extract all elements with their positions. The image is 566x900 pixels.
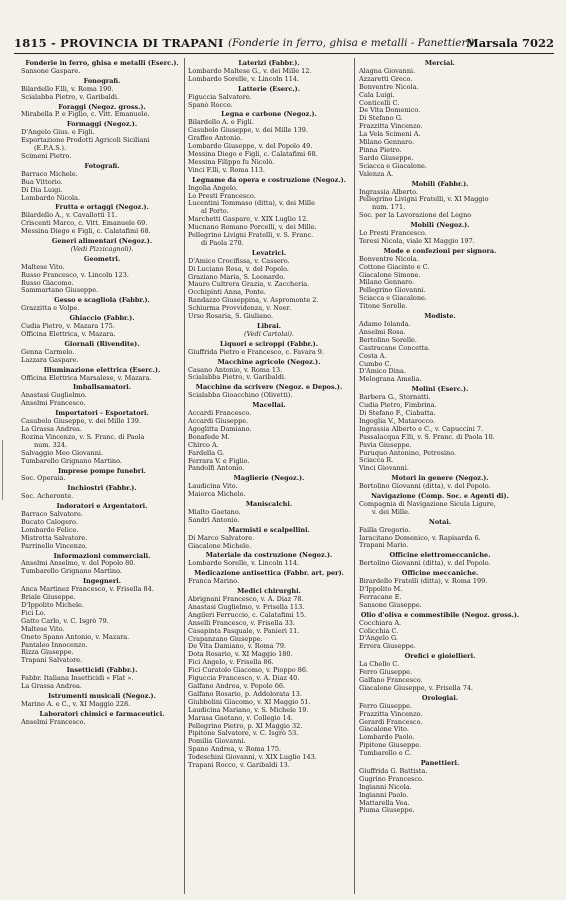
listing-entry: Cocchiara A. — [359, 618, 402, 627]
category-heading: Indoratori e Argentatori. — [56, 502, 148, 511]
listing-entry: Sansone Gaspare. — [21, 66, 81, 75]
listing-entry: Melograna Amelia. — [359, 375, 422, 384]
listing-entry: Lucentini Tommaso (ditta), v. dei Mille — [188, 199, 315, 208]
category-heading: Librai. — [257, 322, 281, 330]
listing-entry: Fabbr. Italiana Insetticidi « Flat ». — [21, 674, 134, 683]
listing-entry: Spano Andrea, v. Roma 175. — [188, 745, 282, 754]
listing-entry: Di Stefano F., Ciabatta. — [359, 408, 436, 417]
listing-entry: Fici Curatolo Giacomo, v. Pioppo 86. — [188, 666, 309, 675]
listing-entry: num. 171. — [372, 203, 406, 212]
category-heading: Illuminazione elettrica (Eserc.). — [43, 365, 161, 374]
category-heading: Panettieri. — [420, 759, 460, 768]
category-heading: Fotografi. — [84, 161, 120, 170]
listing-entry: Bertolino Sorelle. — [359, 335, 417, 344]
column-left — [20, 58, 184, 894]
listing-entry: Passalacqua F.lli, v. S. Franc. di Paola 10. — [359, 432, 495, 441]
listing-entry: Scialabba Pietro, v. Garibaldi. — [21, 92, 120, 101]
city-code: Marsala 7022 — [466, 36, 554, 50]
listing-entry: Mauro Cultrera Grazia, v. Zaccheria. — [188, 280, 310, 289]
listing-entry: Ingoglia V., Matarocco. — [359, 416, 436, 425]
listing-entry: Officina Elettrica Marsalese, v. Mazara. — [21, 373, 152, 382]
listing-entry: Pellegrino Livigni Fratelli, v. XI Maggio — [359, 195, 489, 204]
listing-entry: Anselmi Anselmo, v. del Popolo 80. — [21, 559, 136, 568]
listing-entry: Frazzitta Vincenzo. — [359, 122, 423, 131]
category-heading: Importatori - Esportatori. — [55, 409, 149, 418]
listing-entry: Piuma Giuseppe. — [359, 806, 415, 815]
header-rule — [14, 53, 554, 54]
page-number-province: 1815 - PROVINCIA DI TRAPANI — [14, 36, 224, 50]
category-heading: Legname da opera e costruzione (Negoz.). — [192, 175, 346, 184]
listing-entry: La Chello C. — [359, 660, 400, 669]
category-heading: Ghiaccio (Fabbr.). — [69, 314, 135, 323]
listing-entry: Maltese Vito. — [21, 262, 65, 271]
listing-entry: Rizza Giuseppe. — [21, 648, 74, 657]
listing-entry: Figuccia Salvatore. — [188, 92, 252, 101]
listing-entry: Trapani Salvatore. — [21, 656, 83, 665]
listing-entry: Giacalone Vito. — [359, 725, 409, 734]
category-heading: Latterie (Eserc.). — [237, 84, 301, 93]
category-heading: Orefici e gioiellieri. — [404, 652, 476, 661]
listing-entry: Barraco Salvatore. — [21, 510, 83, 519]
listing-entry: Lombardo Felice. — [21, 525, 79, 534]
listing-entry: Pellegrino Livigni Fratelli, v. S. Franc. — [188, 231, 314, 240]
listing-entry: Milano Gennaro. — [359, 138, 415, 147]
category-heading: Gesso e scagliola (Fabbr.). — [54, 296, 150, 305]
listing-entry: Adamo Iolanda. — [359, 320, 411, 328]
listing-entry: Teresi Nicola, viale XI Maggio 197. — [359, 236, 475, 245]
listing-entry: Vinci F.lli, v. Roma 113. — [188, 165, 265, 174]
category-heading: Molini (Eserc.). — [411, 385, 469, 394]
category-heading: Merciai. — [424, 59, 456, 67]
listing-entry: Russo Giacomo. — [21, 278, 74, 287]
listing-entry: Messina Diego e Figli, c. Calatafimi 68. — [188, 149, 318, 158]
listing-entry: Lombardo Sorelle, v. Lincoln 114. — [188, 74, 300, 83]
listing-entry: Di Dia Luigi. — [21, 185, 63, 194]
listing-entry: Dota Rosario, v. XI Maggio 180. — [188, 650, 293, 659]
listing-entry: Conticelli C. — [359, 98, 400, 107]
category-heading: Macellai. — [252, 401, 286, 410]
category-heading: Imballsamatori. — [72, 383, 132, 392]
listing-entry: Ingianni Nicola. — [359, 782, 412, 791]
category-heading: Fonografi. — [83, 76, 121, 85]
listing-entry: Sciacca e Giacalone. — [359, 294, 427, 303]
listing-entry: Pavia Giuseppe. — [359, 440, 412, 449]
listing-entry: Galfano Rosario, p. Addolorata 13. — [188, 689, 302, 698]
listing-entry: Esportazione Prodotti Agricoli Siciliani — [21, 136, 150, 145]
category-heading: Maglierie (Negoz.). — [233, 474, 305, 483]
column-divider — [184, 58, 185, 894]
category-heading: Medici chirurghi. — [237, 587, 301, 596]
cross-reference: (Vedi Pizzicagnoli). — [70, 244, 134, 253]
category-heading: Notai. — [428, 517, 452, 526]
listing-entry: Franca Marino. — [188, 577, 240, 586]
listing-entry: Trapani Rocco, v. Garibaldi 13. — [188, 761, 290, 770]
category-heading: Fonderie in ferro, ghisa e metalli (Eserc.). — [25, 59, 179, 67]
listing-entry: D'Angelo G. — [359, 634, 398, 643]
listing-entry: Chirco A. — [188, 440, 219, 449]
listing-entry: Giacalone Simone. — [359, 270, 421, 279]
listing-entry: Gatto Carlo, v. C. Isgrò 79. — [21, 616, 109, 625]
listing-entry: Titone Sorelle. — [359, 302, 408, 311]
listing-entry: Pipitone Salvatore, v. C. Isgrò 53. — [188, 729, 299, 738]
listing-entry: Ferrara V. e Figlio. — [188, 456, 250, 465]
listing-entry: Giacalone Giuseppe, v. Frisella 74. — [359, 683, 474, 692]
listing-entry: Compagnia di Navigazione Sicula Ligure, — [359, 499, 496, 508]
listing-entry: Fardella G. — [188, 448, 225, 457]
listing-entry: Anastasi Guglielmo, v. Frisella 113. — [188, 602, 305, 611]
category-heading: Frutta e ortaggi (Negoz.). — [55, 203, 149, 212]
listing-entry: Anca Martinez Francesco, v. Frisella 84. — [21, 585, 154, 594]
category-heading: Motori in genere (Negoz.). — [391, 474, 489, 483]
listing-entry: Crapanzano Giuseppe. — [188, 634, 263, 643]
page-header — [0, 0, 566, 54]
category-heading: Maniscalchi. — [245, 500, 293, 509]
listing-entry: Sciacca R. — [359, 456, 394, 465]
listing-entry: Urso Rosaria, S. Giuliano. — [188, 312, 274, 321]
category-heading: Formaggi (Negoz.). — [66, 120, 138, 129]
listing-entry: v. dei Mille. — [372, 507, 410, 516]
listing-entry: Anastasi Guglielmo. — [21, 391, 87, 400]
listing-entry: Castracane Concetta. — [359, 343, 431, 352]
listing-entry: Ferro Giuseppe. — [359, 701, 413, 710]
category-heading: Geometri. — [83, 254, 121, 263]
listing-entry: Pipitone Giuseppe. — [359, 741, 422, 750]
listing-entry: Lombardo Nicola. — [21, 193, 81, 202]
listing-entry: Anselmi Francesco. — [21, 399, 86, 408]
listing-entry: Pinna Pietro. — [359, 145, 402, 154]
listing-entry: Mistretta Salvatore. — [21, 533, 88, 542]
listing-entry: Grazzitta e Volpe. — [21, 304, 80, 313]
category-heading: Marmisti e scalpellini. — [228, 525, 310, 534]
listing-entry: D'Amico Crocifissa, v. Cassero. — [188, 256, 290, 265]
listing-entry: al Porto. — [201, 207, 229, 216]
listing-entry: Iaracitano Domenico, v. Rapisarda 6. — [359, 533, 481, 542]
category-heading: Macchine agricole (Negoz.). — [217, 357, 321, 366]
listing-entry: Casubolo Giuseppe, v. dei Mille 139. — [21, 417, 141, 426]
listing-entry: Genna Carmelo. — [21, 347, 75, 356]
category-heading: Levatrici. — [251, 248, 287, 257]
listing-entry: Cala Luigi. — [359, 90, 395, 99]
listing-entry: Mattarella Vea. — [359, 798, 410, 807]
category-heading: Modiste. — [424, 312, 456, 321]
listing-entry: Anselmi Rosa. — [359, 327, 406, 336]
listing-entry: Fici Lo. — [21, 608, 46, 617]
listing-entry: La Vela Scimeni A. — [359, 130, 421, 139]
listing-entry: Ingolia Angelo. — [188, 183, 238, 192]
listing-entry: Milano Gennaro. — [359, 278, 415, 287]
listing-entry: num. 324. — [34, 440, 68, 449]
listing-entry: Abrignani Francesco, v. A. Diaz 78. — [188, 595, 304, 603]
listing-entry: Cumbo C. — [359, 359, 392, 368]
listing-entry: Anselmi Francesco. — [21, 717, 86, 726]
listing-entry: Mucnano Romano Porcelli, v. dei Mille. — [188, 223, 317, 232]
listing-entry: Ingianni Paolo. — [359, 790, 409, 799]
listing-entry: Officina Elettrica, v. Mazara. — [21, 330, 116, 338]
listing-entry: Spanò Rocco. — [188, 100, 233, 109]
listing-entry: Marino A. e C., v. XI Maggio 228. — [21, 699, 131, 708]
listing-entry: Bertolino Giovanni (ditta), v. del Popolo. — [359, 559, 491, 568]
section-range: (Fonderie in ferro, ghisa e metalli - Panettieri) — [228, 37, 474, 49]
listing-entry: Frazzitta Vincenzo. — [359, 709, 423, 718]
listing-entry: Gerardi Francesco. — [359, 717, 423, 726]
category-heading: Generi alimentari (Negoz.). — [51, 237, 153, 246]
category-heading: Laboratori chimici e farmaceutici. — [39, 709, 165, 718]
category-heading: Imprese pompe funebri. — [58, 466, 146, 475]
listing-entry: Lazzara Gaspare. — [21, 355, 79, 364]
listing-entry: Lombardo Paolo. — [359, 733, 415, 742]
category-heading: Liquori e sciroppi (Fabbr.). — [220, 339, 318, 348]
listing-entry: De Vita Domenico. — [359, 106, 421, 115]
listing-entry: Colicchia C. — [359, 626, 399, 635]
listing-entry: Bonventre Nicola. — [359, 254, 419, 263]
listing-entry: Salvaggio Meo Giovanni. — [21, 448, 104, 457]
listing-entry: Ingrassia Alberto. — [359, 187, 418, 196]
listing-entry: Sciacca e Giacalone. — [359, 161, 427, 170]
listing-entry: Puruquo Antonino, Petrosino. — [359, 448, 457, 457]
listing-entry: D'Amico Dina. — [359, 367, 406, 376]
category-heading: Ingegneri. — [82, 577, 121, 586]
listing-entry: Tumbarello Grignano Martino. — [21, 567, 122, 576]
category-heading: Mobili (Fabbr.). — [411, 179, 469, 188]
listing-entry: D'Ippolito M. — [359, 585, 403, 593]
listing-entry: Bonventre Nicola. — [359, 82, 419, 91]
listing-entry: Vinci Giovanni. — [359, 464, 409, 473]
listing-entry: Tumbarello Grignano Martino. — [21, 456, 122, 465]
listing-entry: Laudicina Mariano, v. S. Michele 19. — [188, 705, 309, 714]
listing-entry: Rozina Vincenzo, v. S. Franc. di Paola — [21, 432, 145, 441]
listing-entry: Figuccia Francesco, v. A. Diaz 40. — [188, 674, 300, 683]
listing-entry: Graffeo Antonio. — [188, 134, 243, 143]
listing-entry: Graziano Maria, S. Leonardo. — [188, 272, 286, 281]
listing-entry: Galfano Francesco. — [359, 675, 423, 684]
listing-entry: Cudia Pietro, v. Mazara 175. — [21, 322, 115, 331]
category-heading: Istrumenti musicali (Negoz.). — [48, 691, 156, 700]
listing-entry: Ferro Giuseppe. — [359, 668, 413, 677]
listing-entry: Pantaleo Innocenzo. — [21, 640, 88, 649]
listing-entry: Lombardo Sorelle, v. Lincoln 114. — [188, 559, 300, 568]
listing-entry: di Paola 270. — [201, 238, 244, 247]
listing-entry: Accardi Giuseppe. — [188, 416, 249, 425]
listing-entry: Bilardello A., v. Cavallotti 11. — [21, 211, 118, 220]
category-heading: Officine elettromeccaniche. — [389, 551, 491, 560]
category-heading: Mode e confezioni per signora. — [383, 246, 497, 255]
category-heading: Informazioni commerciali. — [53, 551, 151, 560]
column-middle — [187, 58, 351, 894]
listing-entry: Occhipinti Anna, Ponte. — [188, 288, 266, 297]
listing-entry: Ferracane E. — [359, 592, 402, 601]
listing-entry: Sansone Giuseppe. — [359, 600, 422, 609]
listing-entry: Russo Francesco, v. Lincoln 123. — [21, 270, 129, 279]
category-heading: Orologiai. — [421, 693, 459, 702]
listing-entry: Lo Presti Francesco. — [188, 191, 256, 200]
listing-entry: Valenza A. — [359, 169, 394, 178]
listing-entry: Casubolo Giuseppe, v. dei Mille 139. — [188, 126, 308, 135]
listing-entry: Soc. Operaia. — [21, 474, 66, 483]
listing-entry: La Grassa Andrea. — [21, 424, 82, 433]
listing-entry: Di Luciano Rosa, v. del Popolo. — [188, 264, 289, 273]
listing-entry: Giuffrida G. Battista. — [359, 766, 428, 775]
listing-entry: Azzaretti Greco. — [359, 74, 413, 83]
listing-entry: Giuffrida Pietro e Francesco, c. Favara 9. — [188, 347, 324, 356]
listing-entry: Lombardo Giuseppe, v. del Popolo 49. — [188, 142, 313, 151]
listing-entry: Bertolino Giovanni (ditta), v. del Popolo. — [359, 482, 491, 491]
column-right — [358, 58, 522, 894]
listing-entry: Errera Giuseppe. — [359, 642, 416, 651]
listing-entry: Cudia Pietro, Fimbrina. — [359, 401, 437, 410]
listing-entry: Parrinello Vincenzo. — [21, 541, 88, 550]
listing-entry: Accardi Francesco. — [188, 409, 252, 418]
listing-entry: Galfano Andrea, v. Popolo 66. — [188, 681, 286, 690]
listing-entry: Criscenti Marco, c. Vitt. Emanuele 69. — [21, 219, 148, 228]
listing-entry: Barraco Michele. — [21, 169, 78, 178]
listing-entry: Pomilia Giovanni. — [188, 737, 246, 746]
listing-entry: Lombardo Maltese G., v. dei Mille 12. — [188, 66, 312, 75]
category-heading: Medicazione antisettica (Fabbr. art. per). — [194, 569, 344, 578]
listing-entry: Alagna Giovanni. — [359, 66, 416, 75]
listing-entry: Todeschini Giovanni, v. XIX Luglio 143. — [188, 753, 317, 762]
listing-entry: Failla Gregorio. — [359, 525, 411, 534]
listing-entry: Di Marco Salvatore. — [188, 533, 255, 542]
listing-entry: Costa A. — [359, 351, 387, 360]
listing-entry: Pandolfi Antonio. — [188, 464, 245, 473]
listing-entry: Soc. Acheronte. — [21, 492, 74, 501]
listing-entry: Sammartano Giuseppe. — [21, 286, 99, 295]
listing-entry: Barbera G., Stornatti. — [359, 393, 431, 402]
listing-entry: Scimeni Pietro. — [21, 151, 72, 160]
listing-entry: Laudicina Vito. — [188, 482, 238, 491]
listing-entry: D'Angelo Gius. e Figli. — [21, 128, 95, 137]
category-heading: Giornali (Rivendite). — [64, 339, 140, 348]
category-heading: Macchine da scrivere (Negoz. e Depos.). — [195, 383, 343, 392]
category-heading: Navigazione (Comp. Soc. e Agenti di). — [371, 492, 509, 501]
category-heading: Inchiostri (Fabbr.). — [67, 484, 137, 493]
listing-entry: Messina Diego e Figli, c. Calatafimi 68. — [21, 227, 151, 236]
listing-entry: Birardello Fratelli (ditta), v. Roma 199. — [359, 577, 488, 586]
listing-entry: Giacalone Michele. — [188, 541, 252, 550]
listing-entry: Angileri Ferruccio, c. Calatafimi 15. — [188, 610, 307, 619]
listing-entry: Giubbolini Giacomo, v. XI Maggio 51. — [188, 697, 311, 706]
listing-entry: Cottone Giacinto e C. — [359, 262, 430, 271]
category-heading: Materiale da costruzione (Negoz.). — [205, 551, 333, 560]
listing-entry: D'Ippolito Michele. — [21, 601, 84, 609]
listing-entry: Sardo Giuseppe. — [359, 153, 414, 162]
listing-entry: Tumbarello e C. — [359, 749, 412, 758]
listing-entry: Bonafede M. — [188, 432, 230, 441]
listing-entry: Marchetti Gaspare, v. XIX Luglio 12. — [188, 215, 309, 224]
listing-entry: Randazzo Giuseppina, v. Aspromonte 2. — [188, 296, 319, 305]
listing-entry: Fici Angelo, v. Frisella 86. — [188, 658, 274, 667]
listing-entry: Messina Filippo fu Nicolò. — [188, 157, 275, 166]
listing-entry: Bucato Calogero. — [21, 517, 78, 526]
listing-entry: Pellegrino Giovanni. — [359, 286, 426, 295]
listing-entry: Maiorca Michele. — [188, 490, 246, 499]
column-divider — [354, 58, 355, 894]
listing-entry: Trapani Mario. — [359, 541, 409, 550]
category-heading: Officine meccaniche. — [401, 569, 479, 578]
listing-entry: Maltese Vito. — [21, 624, 65, 633]
listing-entry: Ingrassia Alberto e C., v. Capuccini 7. — [359, 424, 484, 433]
listing-entry: Scialabba Pietro, v. Garibaldi. — [188, 373, 287, 382]
category-heading: Olio d'oliva e commestibile (Negoz. gross.). — [360, 610, 520, 619]
listing-entry: Casapinta Pasquale, v. Panieri 11. — [188, 626, 300, 635]
listing-entry: Schiurma Provvidenza, v. Neer. — [188, 304, 292, 313]
category-heading: Legna e carbone (Negoz.). — [221, 110, 317, 119]
listing-entry: Agoglitta Damiano. — [188, 424, 252, 433]
listing-entry: Bilardello A. e Figli. — [188, 118, 254, 127]
binding-edge — [2, 440, 8, 500]
category-heading: Laterizi (Fabbr.). — [238, 59, 300, 67]
listing-entry: Sandri Antonio. — [188, 515, 240, 524]
listing-entry: Oneto Spano Antonio, v. Mazara. — [21, 632, 130, 641]
listing-entry: Scialabba Gioacchino (Olivetti). — [188, 391, 293, 400]
listing-entry: De Vita Damiano, v. Roma 79. — [188, 642, 287, 651]
listing-entry: (E.P.A.S.). — [34, 144, 67, 153]
listing-entry: Casano Antonio, v. Roma 13. — [188, 365, 283, 374]
listing-entry: Soc. per la Lavorazione del Legno — [359, 211, 472, 220]
listing-entry: La Grassa Andrea. — [21, 682, 82, 691]
listing-entry: Di Stefano G. — [359, 114, 403, 123]
listing-entry: Lo Presti Francesco. — [359, 229, 427, 238]
listing-entry: Gugrino Francesco. — [359, 774, 424, 783]
category-heading: Insetticidi (Fabbr.). — [66, 666, 138, 675]
listing-entry: Bilardello F.lli, v. Roma 190. — [21, 84, 114, 93]
category-heading: Foraggi (Negoz. gross.). — [58, 102, 146, 111]
listing-entry: Mirabella P. e Figlio, c. Vitt. Emanuele. — [21, 110, 150, 119]
cross-reference: (Vedi Cartolai). — [244, 329, 294, 338]
listing-entry: Mialto Gaetano. — [188, 507, 241, 516]
category-heading: Mobili (Negoz.). — [410, 221, 470, 230]
listing-entry: Marasa Gaetano, v. Collegio 14. — [188, 713, 293, 722]
listing-entry: Pellegrino Pietro, p. XI Maggio 32. — [188, 721, 303, 730]
listing-entry: Anselli Francesco, v. Frisella 33. — [188, 618, 295, 627]
listing-entry: Bua Vittorio. — [21, 177, 63, 186]
listing-entry: Briale Giuseppe. — [21, 593, 76, 602]
